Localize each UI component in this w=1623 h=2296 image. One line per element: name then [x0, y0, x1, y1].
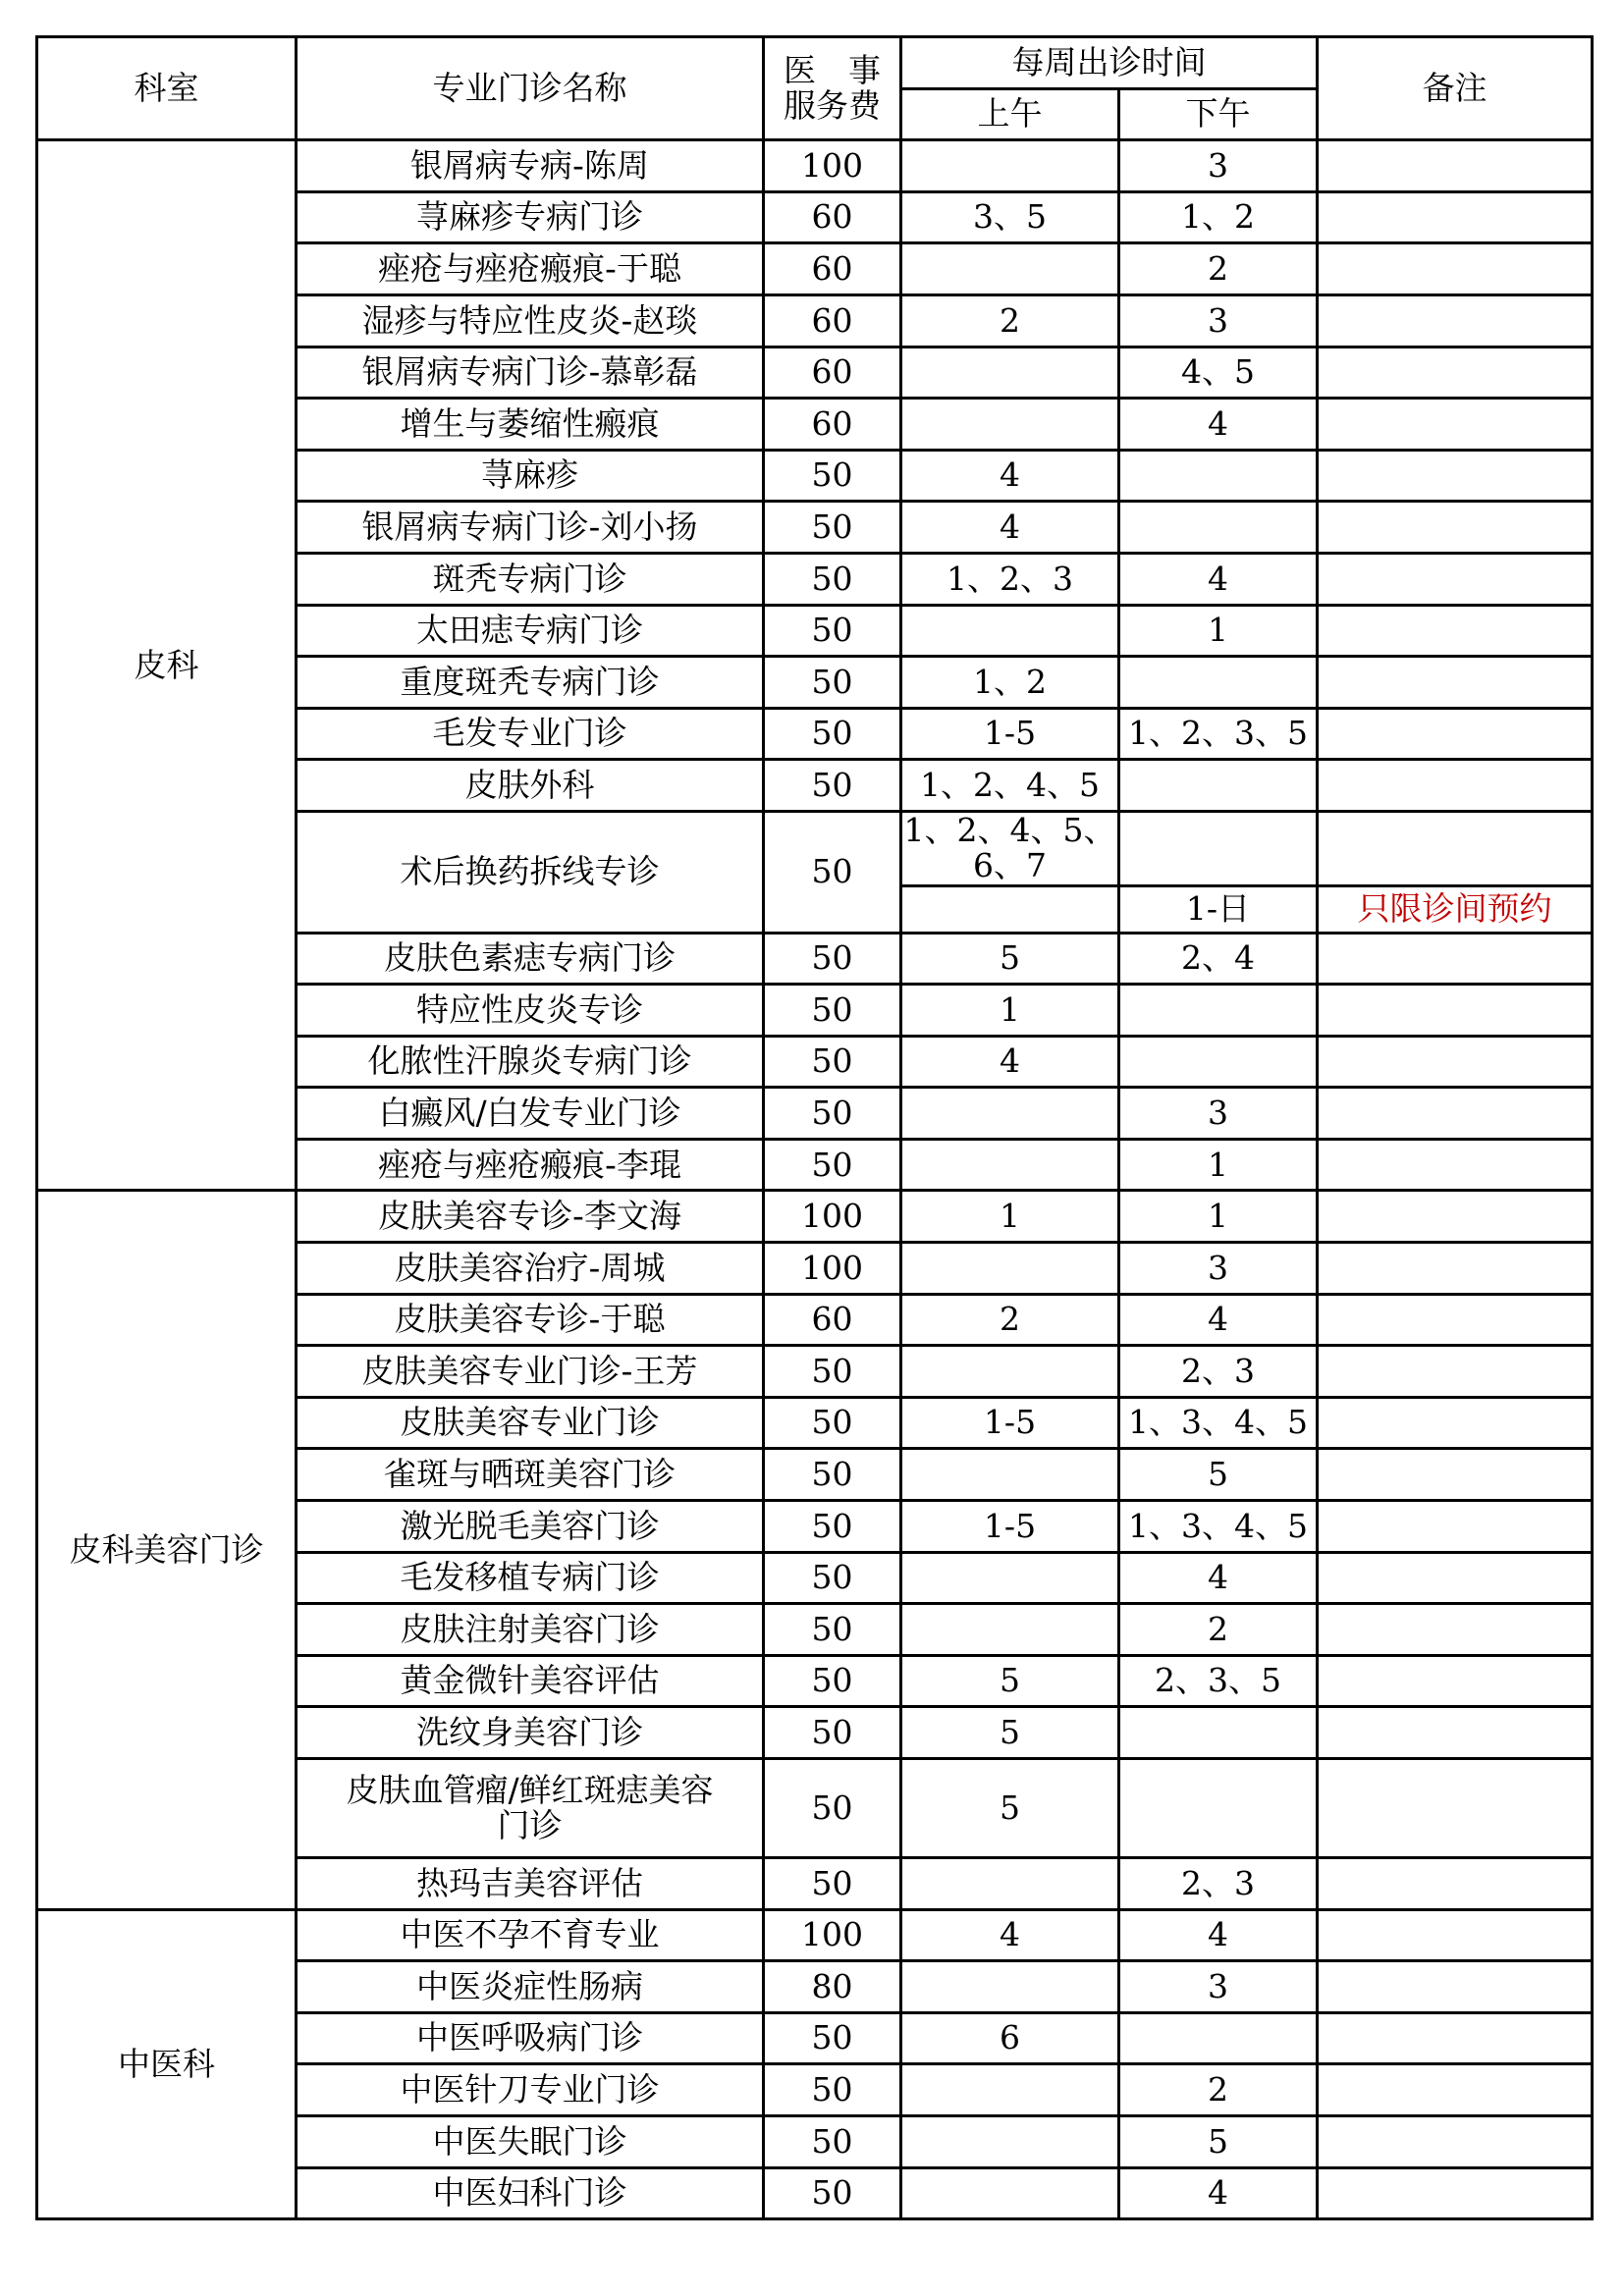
am-cell: 4 — [901, 502, 1119, 554]
am-cell — [901, 243, 1119, 295]
fee-cell: 50 — [764, 2012, 901, 2064]
pm-cell: 1、3、4、5 — [1119, 1501, 1318, 1553]
pm-cell — [1119, 1759, 1318, 1858]
header-row — [37, 37, 1593, 89]
clinic-name-line-2: 门诊 — [497, 1806, 563, 1844]
clinic-name-cell: 白癜风/白发专业门诊 — [297, 1088, 764, 1140]
am-cell — [901, 1088, 1119, 1140]
note-cell — [1318, 140, 1593, 192]
clinic-name-cell: 斑秃专病门诊 — [297, 553, 764, 605]
note-cell — [1318, 1088, 1593, 1140]
am-cell: 2 — [901, 1294, 1119, 1346]
pm-cell: 3 — [1119, 140, 1318, 192]
note-cell — [1318, 2012, 1593, 2064]
note-cell — [1318, 1397, 1593, 1449]
clinic-name-cell: 皮肤外科 — [297, 760, 764, 812]
fee-cell: 50 — [764, 502, 901, 554]
clinic-name-cell: 皮肤色素痣专病门诊 — [297, 933, 764, 985]
clinic-name-cell: 皮肤美容专诊-于聪 — [297, 1294, 764, 1346]
am-cell — [901, 1139, 1119, 1191]
pm-cell — [1119, 1707, 1318, 1759]
pm-cell: 2、4 — [1119, 933, 1318, 985]
note-cell — [1318, 553, 1593, 605]
fee-cell: 50 — [764, 1139, 901, 1191]
clinic-name-cell: 毛发专业门诊 — [297, 708, 764, 760]
am-cell — [901, 885, 1119, 933]
fee-cell: 60 — [764, 1294, 901, 1346]
fee-cell: 50 — [764, 933, 901, 985]
pm-cell: 2 — [1119, 2064, 1318, 2116]
fee-cell: 50 — [764, 553, 901, 605]
pm-cell: 5 — [1119, 2115, 1318, 2167]
pm-cell — [1119, 985, 1318, 1037]
fee-cell: 50 — [764, 1759, 901, 1858]
am-line-1: 1、2、4、5、 — [903, 811, 1116, 849]
pm-cell: 4 — [1119, 553, 1318, 605]
clinic-name-cell: 中医妇科门诊 — [297, 2167, 764, 2219]
am-cell: 1、2、3 — [901, 553, 1119, 605]
note-cell — [1318, 2115, 1593, 2167]
am-line-2: 6、7 — [973, 846, 1047, 885]
clinic-name-cell: 洗纹身美容门诊 — [297, 1707, 764, 1759]
clinic-schedule-table — [35, 35, 1594, 2220]
clinic-name-cell: 重度斑秃专病门诊 — [297, 657, 764, 709]
fee-cell: 50 — [764, 2167, 901, 2219]
note-cell — [1318, 1449, 1593, 1501]
fee-cell: 60 — [764, 243, 901, 295]
fee-cell: 50 — [764, 1088, 901, 1140]
header-fee-line2: 服务费 — [784, 86, 881, 126]
clinic-name-cell — [297, 1759, 764, 1858]
pm-cell — [1119, 2012, 1318, 2064]
am-cell: 1 — [901, 985, 1119, 1037]
clinic-name-cell: 热玛吉美容评估 — [297, 1858, 764, 1910]
clinic-name-cell: 化脓性汗腺炎专病门诊 — [297, 1036, 764, 1088]
am-cell: 2 — [901, 294, 1119, 347]
fee-cell: 60 — [764, 347, 901, 399]
header-clinic-name: 专业门诊名称 — [297, 37, 764, 140]
am-cell: 6 — [901, 2012, 1119, 2064]
note-cell — [1318, 1604, 1593, 1656]
fee-cell: 100 — [764, 140, 901, 192]
fee-cell: 50 — [764, 450, 901, 502]
fee-cell: 50 — [764, 1501, 901, 1553]
pm-cell: 1-日 — [1119, 885, 1318, 933]
pm-cell: 3 — [1119, 1088, 1318, 1140]
clinic-name-cell: 中医炎症性肠病 — [297, 1961, 764, 2013]
pm-cell: 4 — [1119, 1294, 1318, 1346]
pm-cell: 1 — [1119, 605, 1318, 657]
note-cell — [1318, 1909, 1593, 1961]
fee-cell: 50 — [764, 2064, 901, 2116]
clinic-name-cell: 中医针刀专业门诊 — [297, 2064, 764, 2116]
clinic-name-cell: 皮肤美容专诊-李文海 — [297, 1191, 764, 1243]
am-cell: 5 — [901, 933, 1119, 985]
header-fee-line1: 医 事 — [784, 50, 881, 89]
fee-cell: 50 — [764, 1552, 901, 1604]
fee-cell: 50 — [764, 2115, 901, 2167]
am-cell — [901, 2167, 1119, 2219]
am-cell — [901, 1346, 1119, 1398]
am-cell — [901, 2115, 1119, 2167]
note-cell — [1318, 502, 1593, 554]
clinic-name-cell: 皮肤注射美容门诊 — [297, 1604, 764, 1656]
am-cell: 1、2、4、5 — [901, 760, 1119, 812]
fee-cell: 60 — [764, 294, 901, 347]
fee-cell: 50 — [764, 1707, 901, 1759]
pm-cell: 4 — [1119, 2167, 1318, 2219]
pm-cell: 1 — [1119, 1139, 1318, 1191]
am-cell — [901, 1961, 1119, 2013]
pm-cell: 2 — [1119, 1604, 1318, 1656]
am-cell: 5 — [901, 1759, 1119, 1858]
note-cell — [1318, 2064, 1593, 2116]
note-cell — [1318, 1139, 1593, 1191]
note-cell — [1318, 450, 1593, 502]
table-row — [37, 140, 1593, 192]
clinic-name-cell: 中医呼吸病门诊 — [297, 2012, 764, 2064]
clinic-name-cell: 皮肤美容专业门诊-王芳 — [297, 1346, 764, 1398]
fee-cell: 60 — [764, 399, 901, 451]
clinic-name-cell: 黄金微针美容评估 — [297, 1655, 764, 1707]
header-pm: 下午 — [1119, 88, 1318, 140]
clinic-name-cell: 增生与萎缩性瘢痕 — [297, 399, 764, 451]
table-row — [37, 1191, 1593, 1243]
note-cell — [1318, 1191, 1593, 1243]
pm-cell: 4 — [1119, 399, 1318, 451]
am-cell — [901, 1604, 1119, 1656]
pm-cell: 2 — [1119, 243, 1318, 295]
clinic-name-cell: 银屑病专病门诊-刘小扬 — [297, 502, 764, 554]
am-cell: 1-5 — [901, 708, 1119, 760]
am-cell: 3、5 — [901, 191, 1119, 243]
clinic-name-cell: 银屑病专病-陈周 — [297, 140, 764, 192]
am-cell: 1-5 — [901, 1501, 1119, 1553]
clinic-name-cell: 荨麻疹 — [297, 450, 764, 502]
clinic-name-cell: 痤疮与痤疮瘢痕-于聪 — [297, 243, 764, 295]
header-department: 科室 — [37, 37, 297, 140]
am-cell — [901, 2064, 1119, 2116]
note-cell — [1318, 933, 1593, 985]
note-cell — [1318, 657, 1593, 709]
am-cell — [901, 140, 1119, 192]
header-fee — [764, 37, 901, 140]
pm-cell: 4 — [1119, 1909, 1318, 1961]
fee-cell: 50 — [764, 1449, 901, 1501]
fee-cell: 100 — [764, 1243, 901, 1295]
pm-cell: 3 — [1119, 1961, 1318, 2013]
fee-cell: 60 — [764, 191, 901, 243]
am-cell: 4 — [901, 450, 1119, 502]
pm-cell: 2、3、5 — [1119, 1655, 1318, 1707]
am-cell — [901, 1243, 1119, 1295]
note-cell — [1318, 294, 1593, 347]
pm-cell: 5 — [1119, 1449, 1318, 1501]
fee-cell: 50 — [764, 1397, 901, 1449]
fee-cell: 50 — [764, 1604, 901, 1656]
am-cell: 4 — [901, 1909, 1119, 1961]
clinic-name-cell: 毛发移植专病门诊 — [297, 1552, 764, 1604]
clinic-name-cell: 太田痣专病门诊 — [297, 605, 764, 657]
pm-cell — [1119, 450, 1318, 502]
note-cell — [1318, 1501, 1593, 1553]
am-cell — [901, 347, 1119, 399]
pm-cell: 1、2 — [1119, 191, 1318, 243]
department-cell: 中医科 — [37, 1909, 297, 2219]
fee-cell: 50 — [764, 605, 901, 657]
am-cell: 5 — [901, 1655, 1119, 1707]
note-cell — [1318, 1036, 1593, 1088]
clinic-name-line-1: 皮肤血管瘤/鲜红斑痣美容 — [346, 1770, 714, 1809]
clinic-name-cell: 皮肤美容治疗-周城 — [297, 1243, 764, 1295]
header-am: 上午 — [901, 88, 1119, 140]
clinic-name-cell: 术后换药拆线专诊 — [297, 811, 764, 933]
clinic-name-cell: 银屑病专病门诊-慕彰磊 — [297, 347, 764, 399]
department-cell: 皮科 — [37, 140, 297, 1191]
fee-cell: 80 — [764, 1961, 901, 2013]
am-cell — [901, 399, 1119, 451]
fee-cell: 100 — [764, 1909, 901, 1961]
note-cell — [1318, 1655, 1593, 1707]
fee-cell: 50 — [764, 1036, 901, 1088]
am-cell: 5 — [901, 1707, 1119, 1759]
pm-cell — [1119, 502, 1318, 554]
note-cell — [1318, 760, 1593, 812]
note-cell — [1318, 191, 1593, 243]
fee-cell: 50 — [764, 985, 901, 1037]
clinic-name-cell: 激光脱毛美容门诊 — [297, 1501, 764, 1553]
note-cell — [1318, 605, 1593, 657]
am-cell: 1 — [901, 1191, 1119, 1243]
note-cell — [1318, 1707, 1593, 1759]
note-cell — [1318, 811, 1593, 885]
note-cell — [1318, 1346, 1593, 1398]
am-cell — [901, 605, 1119, 657]
clinic-name-cell: 中医不孕不育专业 — [297, 1909, 764, 1961]
note-cell — [1318, 1294, 1593, 1346]
note-cell — [1318, 347, 1593, 399]
fee-cell: 50 — [764, 1858, 901, 1910]
clinic-name-cell: 湿疹与特应性皮炎-赵琰 — [297, 294, 764, 347]
note-cell — [1318, 1858, 1593, 1910]
note-cell: 只限诊间预约 — [1318, 885, 1593, 933]
fee-cell: 50 — [764, 1655, 901, 1707]
table-row — [37, 1909, 1593, 1961]
clinic-name-cell: 皮肤美容专业门诊 — [297, 1397, 764, 1449]
header-note: 备注 — [1318, 37, 1593, 140]
fee-cell: 50 — [764, 657, 901, 709]
am-cell — [901, 811, 1119, 885]
fee-cell: 100 — [764, 1191, 901, 1243]
note-cell — [1318, 1243, 1593, 1295]
note-cell — [1318, 1961, 1593, 2013]
note-cell — [1318, 243, 1593, 295]
am-cell: 1-5 — [901, 1397, 1119, 1449]
note-cell — [1318, 399, 1593, 451]
pm-cell: 4 — [1119, 1552, 1318, 1604]
pm-cell: 1、2、3、5 — [1119, 708, 1318, 760]
header-weekly-time: 每周出诊时间 — [901, 37, 1318, 89]
pm-cell — [1119, 811, 1318, 885]
clinic-name-cell: 荨麻疹专病门诊 — [297, 191, 764, 243]
clinic-name-cell: 特应性皮炎专诊 — [297, 985, 764, 1037]
fee-cell: 50 — [764, 811, 901, 933]
pm-cell: 3 — [1119, 1243, 1318, 1295]
clinic-name-cell: 中医失眠门诊 — [297, 2115, 764, 2167]
pm-cell — [1119, 760, 1318, 812]
note-cell — [1318, 1759, 1593, 1858]
pm-cell: 2、3 — [1119, 1346, 1318, 1398]
pm-cell: 3 — [1119, 294, 1318, 347]
clinic-name-cell: 雀斑与晒斑美容门诊 — [297, 1449, 764, 1501]
fee-cell: 50 — [764, 760, 901, 812]
pm-cell: 1 — [1119, 1191, 1318, 1243]
am-cell — [901, 1449, 1119, 1501]
pm-cell — [1119, 1036, 1318, 1088]
fee-cell: 50 — [764, 708, 901, 760]
am-cell: 4 — [901, 1036, 1119, 1088]
pm-cell — [1119, 657, 1318, 709]
am-cell — [901, 1858, 1119, 1910]
note-cell — [1318, 708, 1593, 760]
note-cell — [1318, 985, 1593, 1037]
am-cell: 1、2 — [901, 657, 1119, 709]
am-cell — [901, 1552, 1119, 1604]
fee-cell: 50 — [764, 1346, 901, 1398]
note-cell — [1318, 1552, 1593, 1604]
department-cell: 皮科美容门诊 — [37, 1191, 297, 1909]
pm-cell: 4、5 — [1119, 347, 1318, 399]
pm-cell: 1、3、4、5 — [1119, 1397, 1318, 1449]
note-cell — [1318, 2167, 1593, 2219]
clinic-name-cell: 痤疮与痤疮瘢痕-李琨 — [297, 1139, 764, 1191]
pm-cell: 2、3 — [1119, 1858, 1318, 1910]
